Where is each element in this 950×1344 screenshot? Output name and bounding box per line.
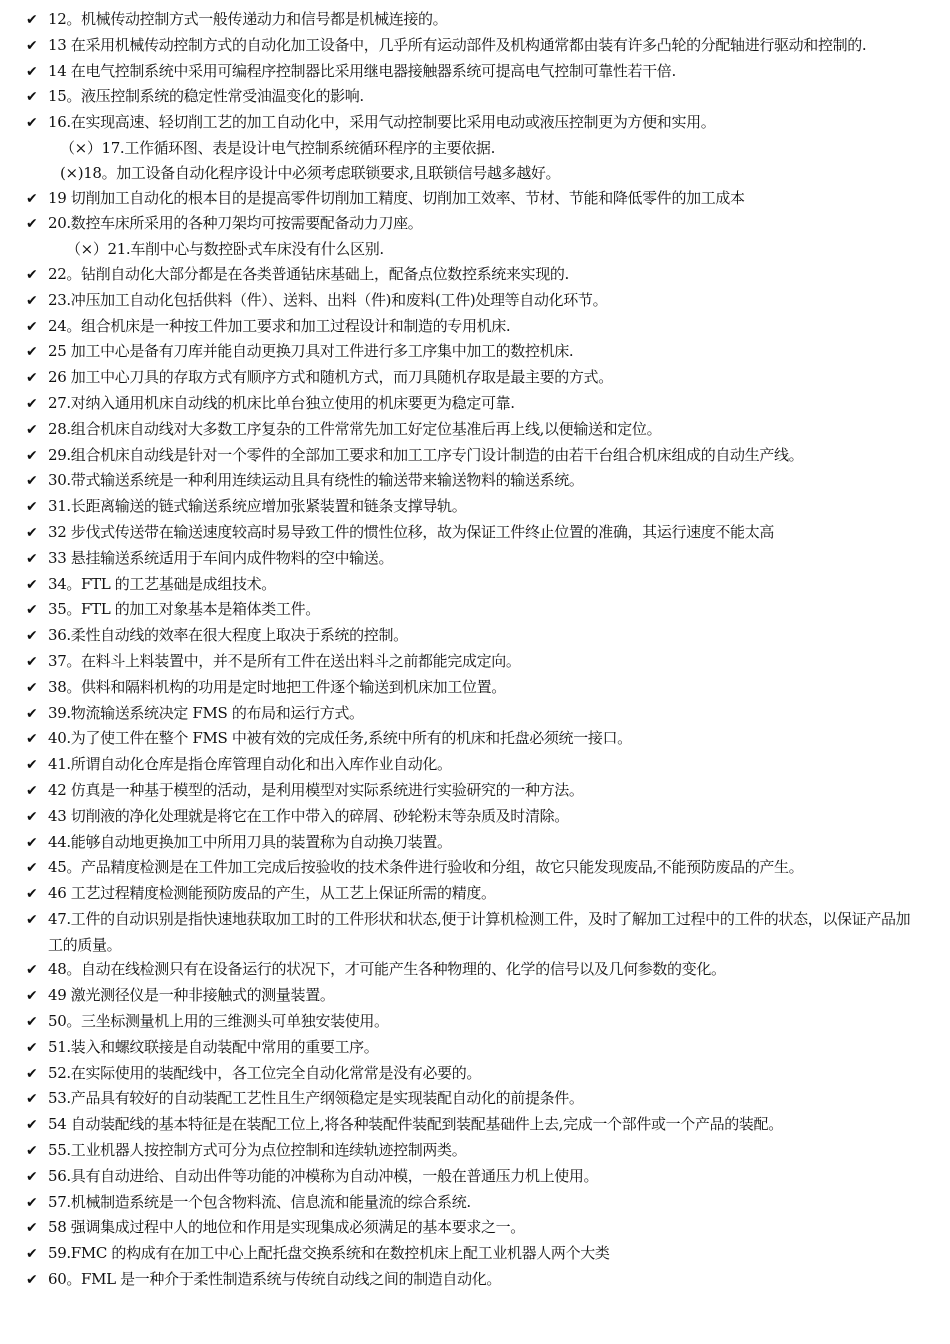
- checkmark-icon: ✔: [26, 550, 38, 567]
- checkmark-icon: ✔: [26, 115, 38, 132]
- list-item-text: 58 强调集成过程中人的地位和作用是实现集成必须满足的基本要求之一。: [48, 1218, 525, 1237]
- list-item-text: 15。液压控制系统的稳定性常受油温变化的影响.: [48, 87, 364, 106]
- checkmark-icon: ✔: [26, 499, 38, 516]
- checkmark-icon: ✔: [26, 962, 38, 979]
- list-item-text: (×)18。加工设备自动化程序设计中必须考虑联锁要求,且联锁信号越多越好。: [60, 163, 561, 182]
- list-item: [0, 494, 950, 520]
- list-item: [0, 84, 950, 110]
- list-item: [0, 1061, 950, 1087]
- list-item: [0, 957, 950, 983]
- checkmark-icon: ✔: [26, 37, 38, 54]
- list-item: [0, 7, 950, 33]
- checkmark-icon: ✔: [26, 1194, 38, 1211]
- checkmark-icon: ✔: [26, 834, 38, 851]
- list-item: [0, 881, 950, 907]
- checkmark-icon: ✔: [26, 447, 38, 464]
- checkmark-icon: ✔: [26, 266, 38, 283]
- list-item-text: 40.为了使工件在整个 FMS 中被有效的完成任务,系统中所有的机床和托盘必须统一接口。: [48, 729, 632, 748]
- list-item: [0, 161, 950, 186]
- list-item-text: 34。FTL 的工艺基础是成组技术。: [48, 574, 276, 593]
- list-item-text: 41.所谓自动化仓库是指仓库管理自动化和出入库作业自动化。: [48, 755, 452, 774]
- checkmark-icon: ✔: [26, 1143, 38, 1160]
- list-item-text: 46 工艺过程精度检测能预防废品的产生，从工艺上保证所需的精度。: [48, 884, 496, 903]
- checkmark-icon: ✔: [26, 705, 38, 722]
- list-item-text: 22。钻削自动化大部分都是在各类普通钻床基础上，配备点位数控系统来实现的.: [48, 264, 569, 283]
- list-item-text: 28.组合机床自动线对大多数工序复杂的工件常常先加工好定位基准后再上线,以便输送和定位。: [48, 419, 662, 438]
- list-item: [0, 752, 950, 778]
- checkmark-icon: ✔: [26, 63, 38, 80]
- list-item: [0, 468, 950, 494]
- checkmark-icon: ✔: [26, 679, 38, 696]
- checkmark-icon: ✔: [26, 370, 38, 387]
- list-item: [0, 314, 950, 340]
- list-item-text: 19 切削加工自动化的根本目的是提高零件切削加工精度、切削加工效率、节材、节能和降低零件的加工成本: [48, 188, 745, 207]
- checkmark-icon: ✔: [26, 757, 38, 774]
- list-item: [0, 597, 950, 623]
- checkmark-icon: ✔: [26, 318, 38, 335]
- list-item-text: 14 在电气控制系统中采用可编程序控制器比采用继电器接触器系统可提高电气控制可靠性若干倍.: [48, 61, 676, 80]
- checkmark-icon: ✔: [26, 473, 38, 490]
- list-item: [0, 1241, 950, 1267]
- list-item: [0, 623, 950, 649]
- checkmark-icon: ✔: [26, 808, 38, 825]
- checkmark-icon: ✔: [26, 1117, 38, 1134]
- list-item: [0, 804, 950, 830]
- list-item-text: 48。自动在线检测只有在设备运行的状况下，才可能产生各种物理的、化学的信号以及几何参数的变化。: [48, 960, 726, 979]
- list-item: [0, 907, 950, 958]
- list-item: [0, 443, 950, 469]
- list-item-text: 25 加工中心是备有刀库并能自动更换刀具对工件进行多工序集中加工的数控机床.: [48, 342, 574, 361]
- list-item-text: 50。三坐标测量机上用的三维测头可单独安装使用。: [48, 1012, 389, 1031]
- checkmark-icon: ✔: [26, 216, 38, 233]
- list-item-text: 30.带式输送系统是一种利用连续运动且具有绕性的输送带来输送物料的输送系统。: [48, 471, 584, 490]
- list-item: [0, 365, 950, 391]
- list-item-text: 59.FMC 的构成有在加工中心上配托盘交换系统和在数控机床上配工业机器人两个大类: [48, 1244, 610, 1263]
- list-item-text: 44.能够自动地更换加工中所用刀具的装置称为自动换刀装置。: [48, 832, 452, 851]
- list-item: [0, 1267, 950, 1293]
- list-item-text: 37。在料斗上料装置中，并不是所有工件在送出料斗之前都能完成定向。: [48, 651, 521, 670]
- list-item-text: （×）17.工作循环图、表是设计电气控制系统循环程序的主要依据.: [60, 138, 495, 157]
- checkmark-icon: ✔: [26, 1065, 38, 1082]
- list-item-text: 51.装入和螺纹联接是自动装配中常用的重要工序。: [48, 1037, 379, 1056]
- list-item-text: 33 悬挂输送系统适用于车间内成件物料的空中输送。: [48, 548, 394, 567]
- checkmark-icon: ✔: [26, 1220, 38, 1237]
- list-item-text: 57.机械制造系统是一个包含物料流、信息流和能量流的综合系统.: [48, 1192, 471, 1211]
- list-item-text: 52.在实际使用的装配线中，各工位完全自动化常常是没有必要的。: [48, 1063, 482, 1082]
- list-item: [0, 830, 950, 856]
- list-item-text: 23.冲压加工自动化包括供料（件）、送料、出料（件)和废料(工件)处理等自动化环节。: [48, 290, 608, 309]
- checkmark-icon: ✔: [26, 653, 38, 670]
- list-item: [0, 110, 950, 136]
- checkmark-icon: ✔: [26, 886, 38, 903]
- list-item: [0, 983, 950, 1009]
- list-item: [0, 136, 950, 161]
- list-item: [0, 33, 950, 59]
- list-item-text: 39.物流输送系统决定 FMS 的布局和运行方式。: [48, 703, 364, 722]
- list-item-text: 31.长距离输送的链式输送系统应增加张紧装置和链条支撑导轨。: [48, 497, 467, 516]
- list-item: [0, 1009, 950, 1035]
- checkmark-icon: ✔: [26, 12, 38, 28]
- list-item: [0, 186, 950, 212]
- list-item: [0, 675, 950, 701]
- list-item: [0, 701, 950, 727]
- list-item-text: 53.产品具有较好的自动装配工艺性且生产纲领稳定是实现装配自动化的前提条件。: [48, 1089, 584, 1108]
- list-item: [0, 649, 950, 675]
- list-item-text: 27.对纳入通用机床自动线的机床比单台独立使用的机床要更为稳定可靠.: [48, 393, 515, 412]
- list-item: [0, 1190, 950, 1216]
- checkmark-icon: ✔: [26, 860, 38, 877]
- list-item: [0, 339, 950, 365]
- list-item: [0, 391, 950, 417]
- checkmark-icon: ✔: [26, 731, 38, 748]
- checkmark-icon: ✔: [26, 89, 38, 106]
- list-item: [0, 572, 950, 598]
- list-item: [0, 237, 950, 262]
- checkmark-icon: ✔: [26, 1246, 38, 1263]
- checkmark-icon: ✔: [26, 988, 38, 1005]
- checkmark-icon: ✔: [26, 395, 38, 412]
- list-item-text: 24。组合机床是一种按工件加工要求和加工过程设计和制造的专用机床.: [48, 316, 511, 335]
- list-item: [0, 59, 950, 85]
- list-item: [0, 778, 950, 804]
- list-item: [0, 1086, 950, 1112]
- list-item-text: 55.工业机器人按控制方式可分为点位控制和连续轨迹控制两类。: [48, 1141, 467, 1160]
- list-item-text: 16.在实现高速、轻切削工艺的加工自动化中，采用气动控制要比采用电动或液压控制更为方便和实用。: [48, 113, 716, 132]
- checkmark-icon: ✔: [26, 1091, 38, 1108]
- checkmark-icon: ✔: [26, 1168, 38, 1185]
- checkmark-icon: ✔: [26, 576, 38, 593]
- list-item-text: 12。机械传动控制方式一般传递动力和信号都是机械连接的。: [48, 10, 448, 28]
- list-item-text: 45。产品精度检测是在工件加工完成后按验收的技术条件进行验收和分组，故它只能发现废品,不能预防废品的产生。: [48, 858, 804, 877]
- list-item-text: 54 自动装配线的基本特征是在装配工位上,将各种装配件装配到装配基础件上去,完成一个部件或一个产品的装配。: [48, 1115, 783, 1134]
- checkmark-icon: ✔: [26, 1039, 38, 1056]
- list-item: [0, 546, 950, 572]
- list-item: [0, 262, 950, 288]
- list-item: [0, 520, 950, 546]
- list-item: [0, 211, 950, 237]
- list-item-text: 26 加工中心刀具的存取方式有顺序方式和随机方式，而刀具随机存取是最主要的方式。: [48, 368, 613, 387]
- checkmark-icon: ✔: [26, 292, 38, 309]
- list-item-text: 32 步伐式传送带在输送速度较高时易导致工件的惯性位移，故为保证工件终止位置的准确，其运行速度不能太高: [48, 522, 775, 541]
- checkmark-icon: ✔: [26, 190, 38, 207]
- checkmark-icon: ✔: [26, 911, 38, 928]
- list-item-text: 60。FML 是一种介于柔性制造系统与传统自动线之间的制造自动化。: [48, 1270, 502, 1289]
- checkmark-icon: ✔: [26, 524, 38, 541]
- list-item-text: 13 在采用机械传动控制方式的自动化加工设备中，几乎所有运动部件及机构通常都由装有许多凸轮的分配轴进行驱动和控制的.: [48, 35, 867, 54]
- list-item: [0, 1112, 950, 1138]
- list-item: [0, 1035, 950, 1061]
- list-item: [0, 417, 950, 443]
- list-item: [0, 855, 950, 881]
- list-item-text: 56.具有自动进给、自动出件等功能的冲模称为自动冲模，一般在普通压力机上使用。: [48, 1166, 599, 1185]
- document-body: [0, 7, 950, 1293]
- list-item: [0, 726, 950, 752]
- list-item-text: （×）21.车削中心与数控卧式车床没有什么区别.: [66, 240, 384, 259]
- list-item-text: 49 激光测径仪是一种非接触式的测量装置。: [48, 986, 335, 1005]
- list-item-text: 38。供料和隔料机构的功用是定时地把工件逐个输送到机床加工位置。: [48, 677, 506, 696]
- checkmark-icon: ✔: [26, 628, 38, 645]
- list-item-text: 29.组合机床自动线是针对一个零件的全部加工要求和加工工序专门设计制造的由若干台组合机床组成的自动生产线。: [48, 445, 804, 464]
- checkmark-icon: ✔: [26, 782, 38, 799]
- list-item: [0, 1215, 950, 1241]
- list-item: [0, 1164, 950, 1190]
- checkmark-icon: ✔: [26, 1014, 38, 1031]
- list-item-text: 20.数控车床所采用的各种刀架均可按需要配备动力刀座。: [48, 214, 423, 233]
- list-item-text: 43 切削液的净化处理就是将它在工作中带入的碎屑、砂轮粉末等杂质及时清除。: [48, 806, 569, 825]
- checkmark-icon: ✔: [26, 1272, 38, 1289]
- list-item-text: 42 仿真是一种基于模型的活动，是利用模型对实际系统进行实验研究的一种方法。: [48, 780, 584, 799]
- list-item: [0, 1138, 950, 1164]
- checkmark-icon: ✔: [26, 344, 38, 361]
- list-item-text: 36.柔性自动线的效率在很大程度上取决于系统的控制。: [48, 626, 408, 645]
- checkmark-icon: ✔: [26, 421, 38, 438]
- list-item-text: 35。FTL 的加工对象基本是箱体类工件。: [48, 600, 320, 619]
- list-item: [0, 288, 950, 314]
- checkmark-icon: ✔: [26, 602, 38, 619]
- list-item-text: 47.工件的自动识别是指快速地获取加工时的工件形状和状态,便于计算机检测工件，及时了解加工过程中的工件的状态，以保证产品加工的质量。: [48, 909, 911, 954]
